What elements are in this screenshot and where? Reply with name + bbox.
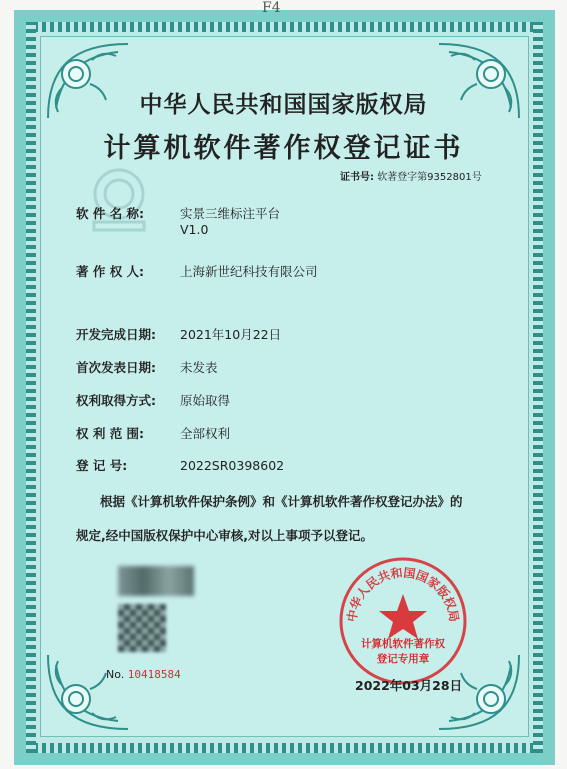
field-registration-number xyxy=(76,456,284,474)
border-pattern-top xyxy=(26,22,543,32)
field-label: 权利取得方式: xyxy=(76,393,156,408)
issuing-authority-title: 中华人民共和国国家版权局 xyxy=(139,91,428,118)
seal-line-1: 计算机软件著作权 xyxy=(361,638,445,650)
field-rights-scope xyxy=(76,424,230,442)
seal-line-2: 登记专用章 xyxy=(376,653,430,665)
seal-ring-text: 中华人民共和国国家版权局 xyxy=(344,565,462,623)
field-value: 原始取得 xyxy=(180,393,231,408)
certificate-number xyxy=(340,168,482,183)
field-value: 上海新世纪科技有限公司 xyxy=(180,264,318,279)
issue-date: 2022年03月28日 xyxy=(355,678,463,693)
field-acquisition-method xyxy=(76,391,230,409)
corner-ornament-icon xyxy=(42,649,134,735)
certificate-title: 计算机软件著作权登记证书 xyxy=(103,133,464,164)
field-publication-date xyxy=(76,358,218,376)
field-label: 权 利 范 围: xyxy=(76,426,145,441)
statement-line-1: 根据《计算机软件保护条例》和《计算机软件著作权登记办法》的 xyxy=(100,494,463,509)
redacted-qr-code xyxy=(118,604,166,652)
certificate-number-value: 软著登字第9352801号 xyxy=(377,172,482,183)
border-pattern-bottom xyxy=(26,743,543,753)
statement-line-2: 规定,经中国版权保护中心审核,对以上事项予以登记。 xyxy=(76,528,373,543)
field-value-version: V1.0 xyxy=(180,222,209,237)
field-software-name xyxy=(76,204,281,237)
serial-number xyxy=(106,668,181,681)
field-development-date xyxy=(76,325,281,343)
field-label: 开发完成日期: xyxy=(76,327,156,342)
field-label: 软 件 名 称: xyxy=(76,206,145,221)
seal-star-icon xyxy=(379,594,427,639)
field-label: 登 记 号: xyxy=(76,458,128,473)
field-label: 首次发表日期: xyxy=(76,360,156,375)
field-value: 2022SR0398602 xyxy=(180,458,285,473)
field-value: 实景三维标注平台 xyxy=(180,206,281,221)
field-label: 著 作 权 人: xyxy=(76,264,145,279)
field-value: 2021年10月22日 xyxy=(180,327,282,342)
field-value: 全部权利 xyxy=(180,426,231,441)
field-value: 未发表 xyxy=(180,360,218,375)
official-seal-icon xyxy=(338,556,468,686)
watermark-emblem-icon xyxy=(86,164,152,234)
field-copyright-owner xyxy=(76,262,318,280)
certificate-number-label: 证书号: xyxy=(340,172,374,183)
redacted-barcode xyxy=(118,566,194,596)
pencil-mark: F4 xyxy=(262,0,281,16)
serial-prefix: No. xyxy=(106,668,125,681)
serial-number-value: 10418584 xyxy=(127,668,181,681)
